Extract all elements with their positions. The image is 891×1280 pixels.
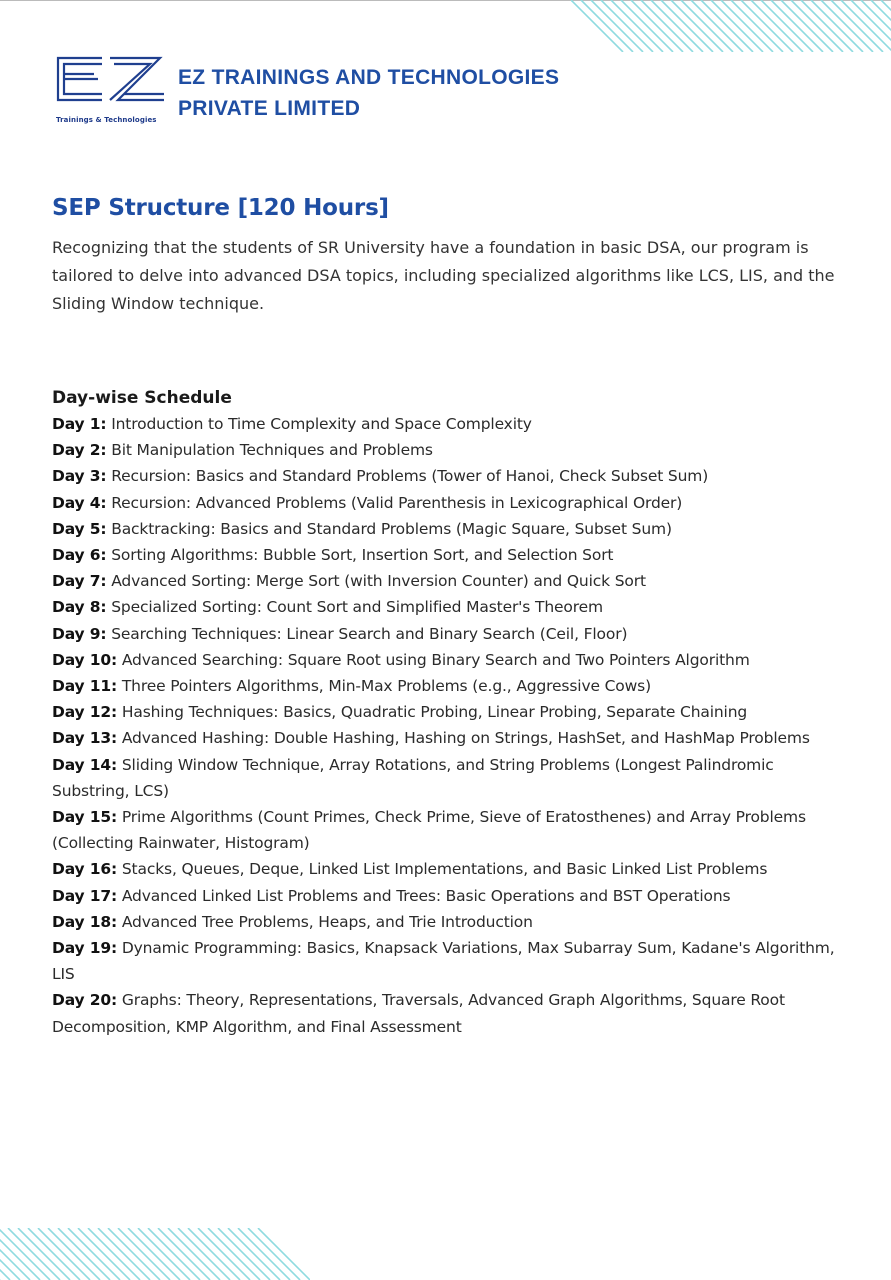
schedule-heading: Day-wise Schedule (52, 388, 232, 408)
day-description: Bit Manipulation Techniques and Problems (106, 441, 433, 460)
schedule-day (52, 542, 842, 568)
schedule-day (52, 516, 842, 542)
day-label: Day 1: (52, 415, 107, 433)
logo-caption: Trainings & Technologies (56, 116, 157, 124)
decorative-stripes-bottom (0, 1228, 310, 1280)
day-label: Day 15: (52, 808, 118, 827)
day-description: Advanced Searching: Square Root using Binary Search and Two Pointers Algorithm (117, 650, 750, 669)
page-title: SEP Structure [120 Hours] (52, 195, 389, 221)
day-description: Recursion: Basics and Standard Problems (Tower of Hanoi, Check Subset Sum) (106, 467, 709, 486)
schedule-section (52, 385, 842, 1040)
schedule-day (52, 909, 842, 935)
day-list (52, 411, 842, 1040)
day-label: Day 10: (52, 650, 118, 669)
schedule-day (52, 699, 842, 725)
day-label: Day 3: (52, 467, 107, 486)
schedule-day (52, 568, 842, 594)
day-label: Day 6: (52, 546, 107, 565)
schedule-day (52, 725, 842, 751)
day-description: Searching Techniques: Linear Search and Binary Search (Ceil, Floor) (106, 624, 628, 643)
day-label: Day 12: (52, 703, 118, 722)
schedule-day (52, 673, 842, 699)
schedule-day (52, 437, 842, 463)
day-description: Advanced Sorting: Merge Sort (with Inversion Counter) and Quick Sort (106, 572, 646, 591)
day-description: Stacks, Queues, Deque, Linked List Implementations, and Basic Linked List Problems (117, 860, 768, 879)
day-label: Day 2: (52, 441, 107, 460)
day-label: Day 18: (52, 912, 118, 931)
schedule-day (52, 987, 842, 1039)
intro-paragraph: Recognizing that the students of SR University have a foundation in basic DSA, our program is tailored to delve into advanced DSA topics, including specialized algorithms like LCS, LIS, and the Sliding Window technique. (52, 238, 835, 313)
schedule-day (52, 647, 842, 673)
day-description: Advanced Linked List Problems and Trees: Basic Operations and BST Operations (117, 886, 731, 905)
day-description: Specialized Sorting: Count Sort and Simplified Master's Theorem (106, 598, 603, 617)
schedule-day (52, 883, 842, 909)
day-label: Day 16: (52, 860, 118, 879)
decorative-stripes-top (571, 0, 891, 52)
day-description: Advanced Hashing: Double Hashing, Hashing on Strings, HashSet, and HashMap Problems (117, 729, 810, 748)
schedule-day (52, 594, 842, 620)
day-label: Day 11: (52, 677, 118, 696)
schedule-day (52, 490, 842, 516)
day-description: Three Pointers Algorithms, Min-Max Problems (e.g., Aggressive Cows) (117, 677, 651, 696)
day-description: Sorting Algorithms: Bubble Sort, Insertion Sort, and Selection Sort (106, 546, 614, 565)
schedule-day (52, 411, 842, 437)
day-description: Introduction to Time Complexity and Space Complexity (106, 415, 532, 433)
day-label: Day 5: (52, 519, 107, 538)
day-description: Graphs: Theory, Representations, Traversals, Advanced Graph Algorithms, Square Root Decomposition, KMP Algorithm, and Final Assessment (52, 991, 785, 1036)
day-label: Day 14: (52, 755, 118, 774)
company-name (178, 62, 559, 124)
day-description: Hashing Techniques: Basics, Quadratic Probing, Linear Probing, Separate Chaining (117, 703, 748, 722)
schedule-day (52, 804, 842, 856)
schedule-day (52, 621, 842, 647)
day-label: Day 17: (52, 886, 118, 905)
schedule-day (52, 752, 842, 804)
day-description: Prime Algorithms (Count Primes, Check Prime, Sieve of Eratosthenes) and Array Problems (Collecting Rainwater, Histogram) (52, 808, 806, 853)
day-label: Day 20: (52, 991, 118, 1010)
day-label: Day 9: (52, 624, 107, 643)
day-description: Recursion: Advanced Problems (Valid Parenthesis in Lexicographical Order) (106, 493, 683, 512)
day-label: Day 8: (52, 598, 107, 617)
day-label: Day 13: (52, 729, 118, 748)
day-label: Day 4: (52, 493, 107, 512)
day-label: Day 7: (52, 572, 107, 591)
schedule-day (52, 463, 842, 489)
day-description: Backtracking: Basics and Standard Problems (Magic Square, Subset Sum) (106, 519, 672, 538)
day-description: Advanced Tree Problems, Heaps, and Trie Introduction (117, 912, 533, 931)
schedule-day (52, 856, 842, 882)
day-description: Dynamic Programming: Basics, Knapsack Variations, Max Subarray Sum, Kadane's Algorithm, LIS (52, 939, 835, 984)
schedule-day (52, 935, 842, 987)
day-label: Day 19: (52, 939, 118, 958)
company-name-line2: PRIVATE LIMITED (178, 97, 361, 120)
day-description: Sliding Window Technique, Array Rotations, and String Problems (Longest Palindromic Substring, LCS) (52, 755, 774, 800)
company-name-line1: EZ TRAININGS AND TECHNOLOGIES (178, 66, 560, 89)
